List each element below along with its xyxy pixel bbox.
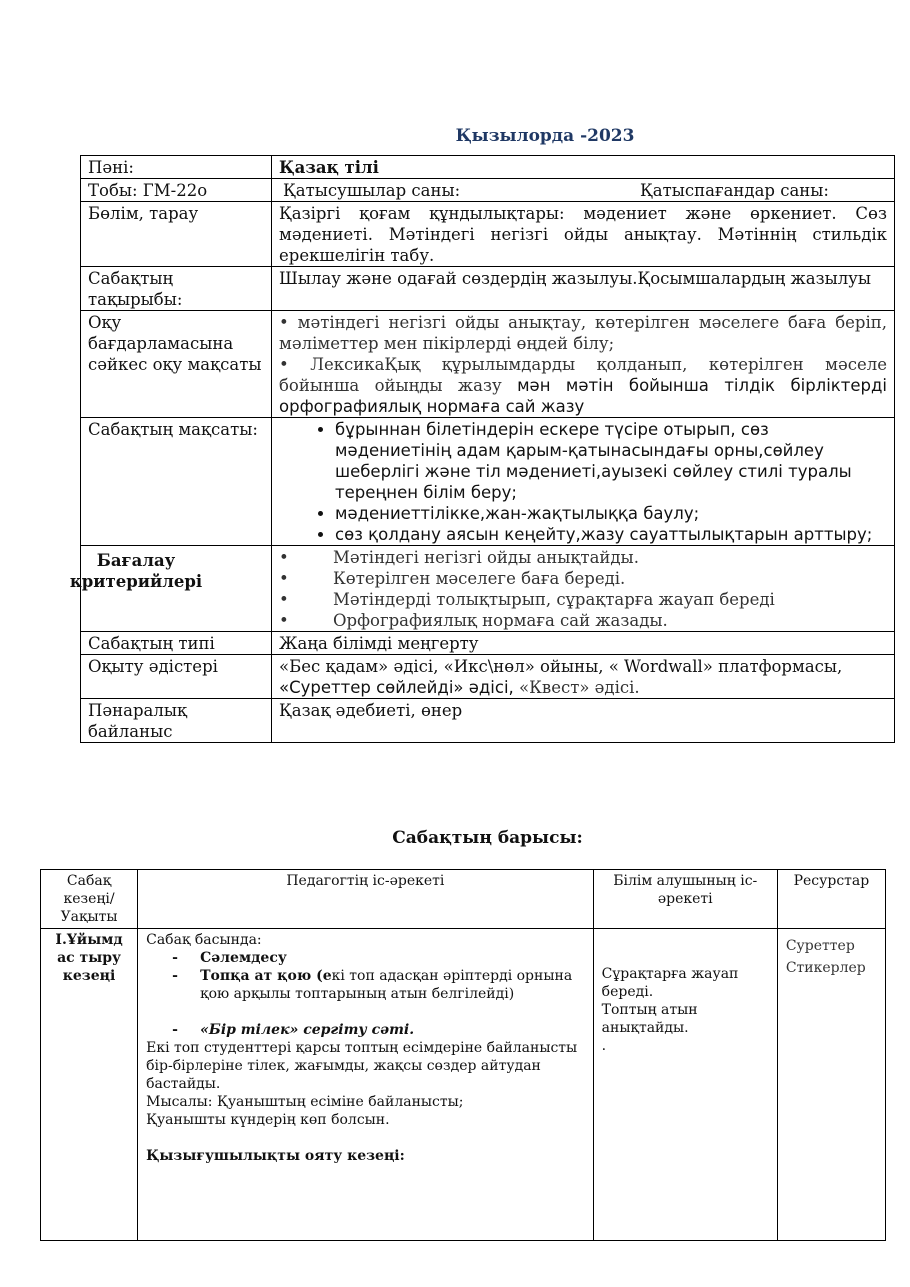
goals-list bbox=[279, 419, 887, 545]
lesson-type-value: Жаңа білімді меңгерту bbox=[272, 632, 895, 655]
list-item bbox=[279, 610, 887, 631]
column-header-teacher: Педагогтің іс-әрекеті bbox=[138, 870, 594, 929]
interest-stage-heading: Қызығушылықты ояту кезеңі: bbox=[146, 1148, 405, 1164]
teacher-paragraph: Екі топ студенттері қарсы топтың есімдеріне байланысты бір-бірлеріне тілек, жағымды, жақсы сөздер айтудан бастайды. bbox=[146, 1040, 578, 1092]
example-line: Қуанышты күндерің көп болсын. bbox=[146, 1112, 390, 1128]
stage-cell: І.Ұйымд ас тыру кезеңі bbox=[41, 929, 138, 1241]
goals-label: Сабақтың мақсаты: bbox=[81, 418, 272, 546]
criterion-text: Көтерілген мәселеге баға береді. bbox=[333, 569, 626, 588]
objective-item bbox=[279, 354, 887, 417]
assessment-label-cell bbox=[69, 546, 272, 632]
list-item bbox=[146, 967, 585, 1003]
column-header-resources: Ресурстар bbox=[777, 870, 885, 929]
group-name-rest: кі топ адасқан әріптерді орнына қою арқылы топтарының атын белгілейді) bbox=[200, 968, 573, 1002]
objective-item: • мәтіндегі негізгі ойды анықтау, көтерілген мәселеге баға беріп, мәліметтер мен пікірлерді өңдей білу; bbox=[279, 313, 887, 353]
attendees-label: Қатысушылар саны: bbox=[283, 181, 461, 200]
example-line: Мысалы: Қуаныштың есіміне байланысты; bbox=[146, 1094, 464, 1110]
methods-text: «Квест» әдісі. bbox=[513, 678, 640, 697]
list-item bbox=[279, 568, 887, 589]
assessment-label: Бағалау критерийлері bbox=[69, 551, 203, 591]
interdisciplinary-label: Пәнаралық байланыс bbox=[81, 699, 272, 743]
group-name-bold: Топқа ат қою (е bbox=[200, 968, 332, 984]
methods-cell bbox=[272, 655, 895, 699]
subject-value: Қазақ тілі bbox=[272, 156, 895, 179]
spacer bbox=[146, 1003, 585, 1021]
topic-value: Шылау және одағай сөздердің жазылуы.Қосымшалардың жазылуы bbox=[272, 267, 895, 311]
absent-label: Қатыспағандар саны: bbox=[640, 181, 829, 200]
column-header-stage: Сабақ кезеңі/ Уақыты bbox=[41, 870, 138, 929]
bullet: • bbox=[279, 611, 289, 630]
spacer bbox=[146, 1129, 585, 1147]
dash-marker: - bbox=[172, 968, 178, 984]
objectives-label: Оқу бағдарламасына сәйкес оқу мақсаты bbox=[81, 311, 272, 418]
lesson-info-table bbox=[69, 155, 895, 743]
table-row bbox=[81, 156, 895, 179]
resource-item: Суреттер bbox=[785, 938, 855, 954]
greeting-item: Сәлемдесу bbox=[200, 950, 287, 966]
student-line: Сұрақтарға жауап береді. bbox=[601, 966, 739, 1000]
table-row bbox=[81, 418, 895, 546]
list-item bbox=[146, 949, 585, 967]
methods-line bbox=[279, 677, 887, 698]
criterion-text: Мәтіндерді толықтырып, сұрақтарға жауап береді bbox=[333, 590, 775, 609]
table-header-row bbox=[41, 870, 886, 929]
criteria-cell bbox=[272, 546, 895, 632]
criterion-text: Мәтіндегі негізгі ойды анықтайды. bbox=[333, 548, 639, 567]
methods-label: Оқыту әдістері bbox=[81, 655, 272, 699]
student-activity bbox=[602, 931, 769, 1055]
bullet: • bbox=[279, 548, 289, 567]
table-row bbox=[81, 311, 895, 418]
table-row bbox=[81, 202, 895, 267]
dash-marker: - bbox=[172, 950, 178, 966]
column-header-student: Білім алушының іс-әрекеті bbox=[593, 870, 777, 929]
group-name-item bbox=[200, 967, 585, 1003]
list-item: • сөз қолдану аясын кеңейту,жазу сауаттылықтарын арттыру; bbox=[335, 524, 887, 545]
methods-line: «Бес қадам» әдісі, «Икс\нөл» ойыны, « Wordwall» платформасы, bbox=[279, 657, 843, 676]
page-title: Қызылорда -2023 bbox=[455, 126, 635, 146]
lesson-plan-table bbox=[40, 869, 886, 1241]
teacher-activity-cell bbox=[138, 929, 594, 1241]
goals-cell bbox=[272, 418, 895, 546]
resource-item: Стикерлер bbox=[785, 960, 866, 976]
lesson-type-label: Сабақтың типі bbox=[81, 632, 272, 655]
table-row bbox=[41, 929, 886, 1241]
objective-text: мән мәтін бойынша тілдік бірліктерді орфографиялық нормаға сай жазу bbox=[279, 376, 887, 416]
table-row bbox=[81, 179, 895, 202]
wish-item: «Бір тілек» сергіту сәті. bbox=[200, 1022, 415, 1038]
list-item: • бұрыннан білетіндерін ескере түсіре отырып, сөз мәдениетінің адам қарым-қатынасындағы орны,сөйлеу шеберлігі және тіл мәдениеті,ауызекі сөйлеу стилі туралы тереңнен білім беру; bbox=[335, 419, 887, 503]
subject-label: Пәні: bbox=[81, 156, 272, 179]
objective-text: • ЛексикаҚық құрылымдарды қолданып, көтерілген мәселе бойынша ойыңды жазу bbox=[279, 355, 887, 395]
list-item bbox=[279, 589, 887, 610]
section-value: Қазіргі қоғам құндылықтары: мәдениет және өркениет. Сөз мәдениеті. Мәтіндегі негізгі ойды анықтау. Мәтіннің стильдік ерекшелігін табу. bbox=[272, 202, 895, 267]
header bbox=[0, 126, 910, 146]
student-line: Топтың атын анықтайды. bbox=[601, 1002, 698, 1036]
dash-marker: - bbox=[172, 1022, 178, 1038]
participants-cell bbox=[272, 179, 895, 202]
criterion-text: Орфографиялық нормаға сай жазады. bbox=[333, 611, 668, 630]
resources-cell bbox=[777, 929, 885, 1241]
list-item bbox=[146, 1021, 585, 1039]
list-item bbox=[279, 547, 887, 568]
table-row bbox=[81, 546, 895, 632]
table-row bbox=[81, 699, 895, 743]
topic-label: Сабақтың тақырыбы: bbox=[81, 267, 272, 311]
table-row bbox=[81, 655, 895, 699]
bullet: • bbox=[279, 569, 289, 588]
bullet: • bbox=[279, 590, 289, 609]
section-heading bbox=[0, 828, 910, 848]
group-label: Тобы: ГМ-22о bbox=[81, 179, 272, 202]
list-item: • мәдениеттілікке,жан-жақтылыққа баулу; bbox=[335, 503, 887, 524]
methods-text: «Суреттер сөйлейді» әдісі, bbox=[279, 678, 514, 697]
section-label: Бөлім, тарау bbox=[81, 202, 272, 267]
table-row bbox=[81, 632, 895, 655]
plan-title: Сабақтың барысы: bbox=[392, 828, 583, 848]
teacher-intro: Сабақ басында: bbox=[146, 932, 262, 948]
student-line: . bbox=[601, 1038, 607, 1054]
interdisciplinary-value: Қазақ әдебиеті, өнер bbox=[272, 699, 895, 743]
table-row bbox=[81, 267, 895, 311]
student-activity-cell bbox=[593, 929, 777, 1241]
objectives-cell bbox=[272, 311, 895, 418]
